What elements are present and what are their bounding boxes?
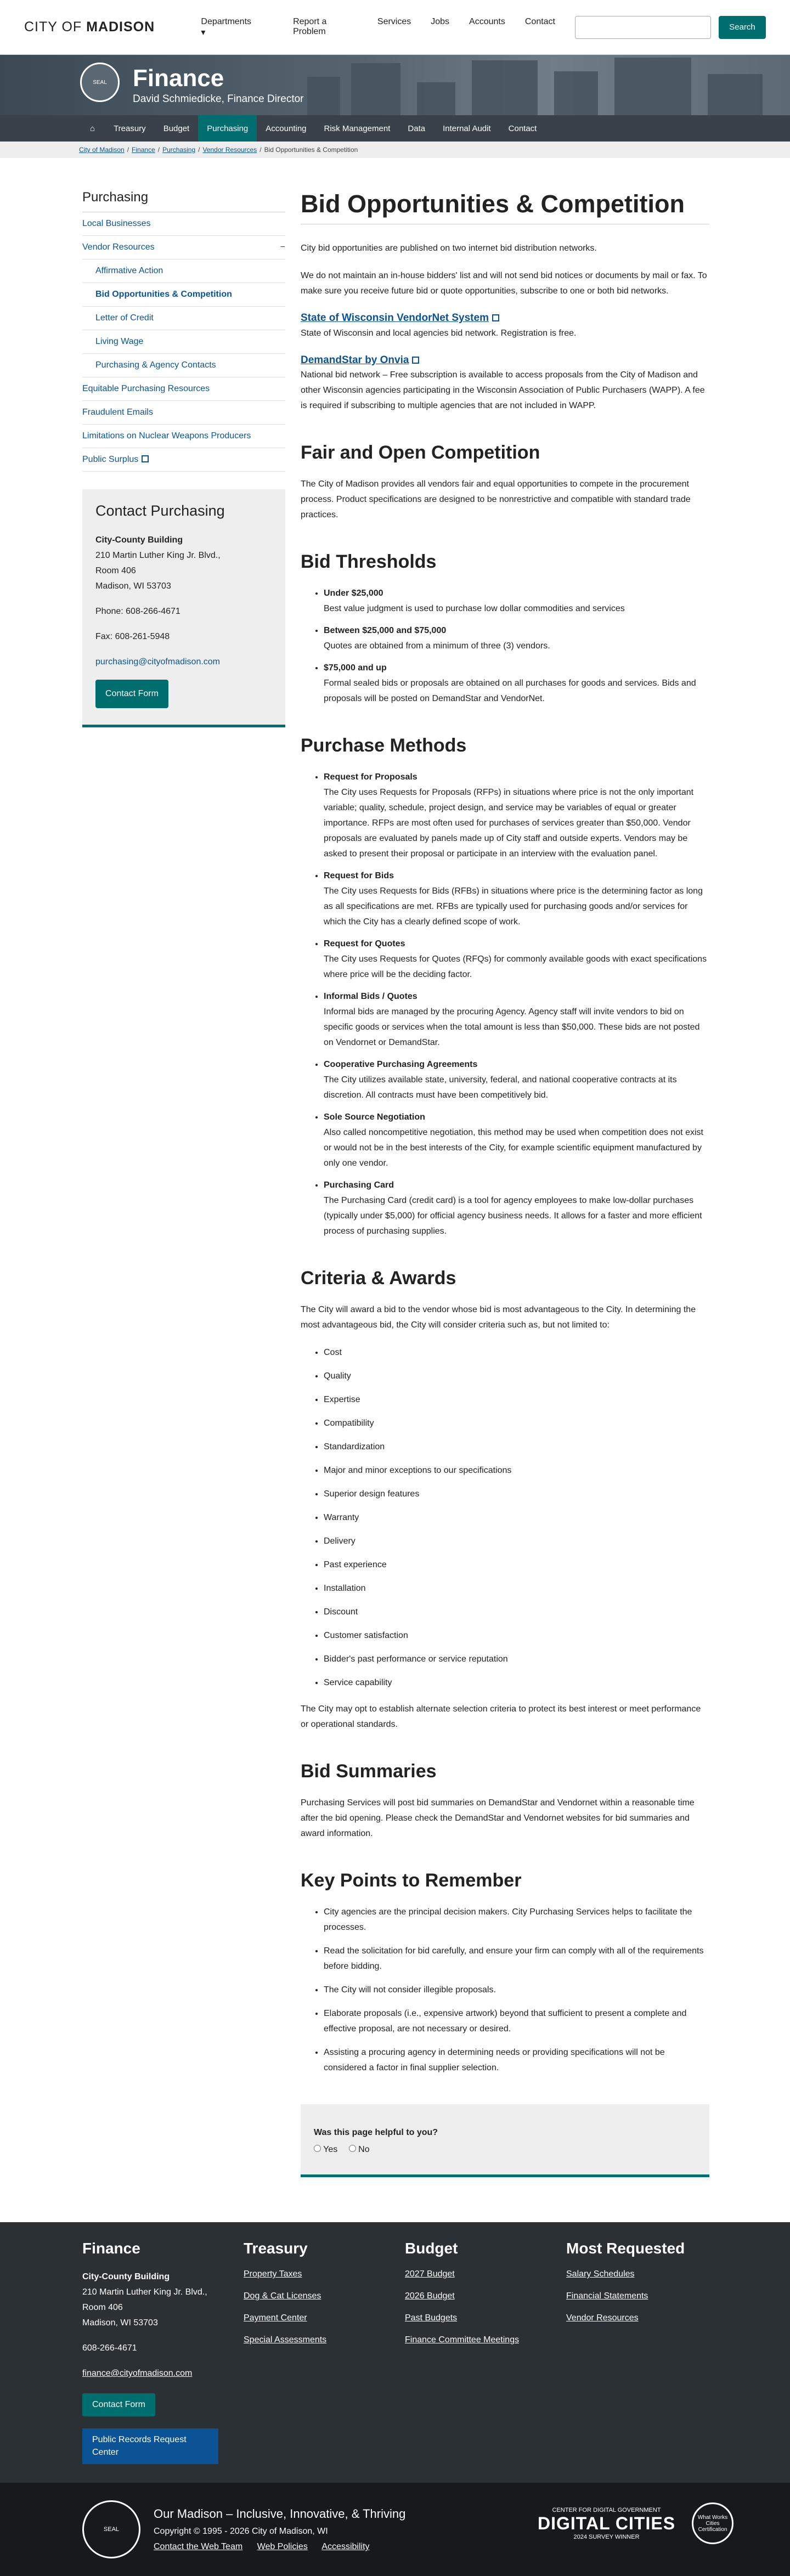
breadcrumb: City of Madison / Finance / Purchasing / Vendor Resources / Bid Opportunities & Competition: [0, 142, 790, 158]
list-item: • Superior design features: [324, 1487, 709, 1502]
sidebar-item-agency-contacts[interactable]: Purchasing & Agency Contacts: [82, 354, 285, 377]
city-seal-icon: SEAL: [82, 2500, 140, 2558]
intro-paragraph: City bid opportunities are published on two internet bid distribution networks.: [301, 244, 597, 253]
heading-purchase-methods: Purchase Methods: [301, 735, 467, 756]
list-item: • $75,000 and up Formal sealed bids or proposals are obtained on all purchases for goods and services. Bids and proposals will be posted on DemandStar and VendorNet.: [324, 660, 709, 707]
demandstar-description: National bid network – Free subscription is available to access proposals from the City of Madison and other Wisconsin agencies participating in the Wisconsin Association of Public Purchasers (WAPP). A fee is required if subscribing to multiple agencies that are not included in WAPP.: [301, 370, 705, 411]
department-title: Finance: [133, 65, 224, 92]
feedback-yes[interactable]: Yes: [314, 2145, 337, 2154]
contact-phone: Phone: 608-266-4671: [95, 607, 180, 616]
list-item: • Read the solicitation for bid carefully, and ensure your firm can comply with all of the requirements before bidding.: [324, 1944, 709, 1974]
list-item: • Standardization: [324, 1439, 709, 1455]
footer-link[interactable]: 2027 Budget: [405, 2269, 455, 2279]
list-item: • Service capability: [324, 1675, 709, 1691]
logo-name-text: MADISON: [86, 19, 155, 35]
vendornet-description: State of Wisconsin and local agencies bid network. Registration is free.: [301, 328, 577, 338]
city-seal-icon: SEAL: [80, 63, 120, 102]
department-director: David Schmiedicke, Finance Director: [133, 93, 304, 105]
deptnav-accounting[interactable]: Accounting: [266, 123, 307, 133]
contact-form-button[interactable]: Contact Form: [95, 680, 168, 708]
deptnav-data[interactable]: Data: [408, 123, 426, 133]
nav-services[interactable]: Services: [377, 16, 411, 26]
footer-email-link[interactable]: finance@cityofmadison.com: [82, 2369, 193, 2379]
list-item: • Purchasing Card The Purchasing Card (credit card) is a tool for agency employees to make low-dollar purchases (typically under $5,000) for official agency business needs. It allows for a faster and more efficient process of purchasing supplies.: [324, 1178, 709, 1239]
footer-most-requested: [566, 2240, 727, 2483]
tagline: Our Madison – Inclusive, Innovative, & Thriving: [154, 2507, 406, 2521]
list-item: • Cost: [324, 1345, 709, 1360]
list-item: • Customer satisfaction: [324, 1628, 709, 1643]
nav-jobs[interactable]: Jobs: [431, 16, 450, 26]
list-item: • Cooperative Purchasing Agreements The City utilizes available state, university, federal, and national cooperative contracts at its discretion. All contracts must have been competitively bid.: [324, 1057, 709, 1103]
sidebar-title: Purchasing: [82, 190, 285, 212]
sidebar-item-local-businesses[interactable]: Local Businesses: [82, 212, 285, 236]
sidebar-item-nuclear-limitations[interactable]: Limitations on Nuclear Weapons Producers: [82, 425, 285, 448]
nav-departments[interactable]: Departments ▾: [201, 16, 252, 37]
footer: [0, 2222, 790, 2483]
contact-email-link[interactable]: purchasing@cityofmadison.com: [95, 657, 221, 666]
list-item: • Under $25,000 Best value judgment is used to purchase low dollar commodities and services: [324, 586, 709, 617]
footer-link[interactable]: Vendor Resources: [566, 2313, 639, 2323]
list-item: • Sole Source Negotiation Also called noncompetitive negotiation, this method may be used when competition does not exist or would not be in the best interests of the City, for example scientific equipment manufactured by only one vendor.: [324, 1110, 709, 1171]
top-nav: [201, 17, 575, 38]
criteria-list: [301, 1345, 709, 1691]
heading-bid-thresholds: Bid Thresholds: [301, 551, 437, 573]
city-logo[interactable]: [24, 19, 201, 35]
sidebar-item-fraudulent-emails[interactable]: Fraudulent Emails: [82, 401, 285, 425]
web-team-link[interactable]: Contact the Web Team: [154, 2542, 243, 2552]
copyright: Copyright © 1995 - 2026 City of Madison, WI: [154, 2527, 328, 2537]
contact-address-line: Room 406: [95, 566, 136, 575]
deptnav-contact[interactable]: Contact: [508, 123, 537, 133]
external-link-icon: [412, 357, 419, 364]
footer-link[interactable]: Dog & Cat Licenses: [244, 2291, 321, 2301]
search-input[interactable]: [575, 16, 711, 39]
list-item: • Elaborate proposals (i.e., expensive artwork) beyond that sufficient to present a complete and effective proposal, are not necessary or desired.: [324, 2006, 709, 2037]
list-item: • Warranty: [324, 1510, 709, 1526]
list-item: • Installation: [324, 1581, 709, 1596]
contact-address-line: Madison, WI 53703: [95, 581, 171, 591]
yes-radio[interactable]: [314, 2145, 321, 2152]
main-content: [301, 190, 709, 2222]
sidebar-item-affirmative-action[interactable]: Affirmative Action: [82, 259, 285, 283]
list-item: • Assisting a procuring agency in determining needs or providing specifications will not be considered a factor in final supplier selection.: [324, 2045, 709, 2076]
search-button[interactable]: Search: [719, 16, 766, 39]
list-item: • Between $25,000 and $75,000 Quotes are obtained from a minimum of three (3) vendors.: [324, 623, 709, 654]
breadcrumb-current: Bid Opportunities & Competition: [264, 146, 358, 154]
deptnav-treasury[interactable]: Treasury: [114, 123, 146, 133]
criteria-outro: The City may opt to establish alternate selection criteria to protect its best interest or meet performance or operational standards.: [301, 1704, 701, 1730]
list-item: • Request for Quotes The City uses Requests for Quotes (RFQs) for commonly available goods with exact specifications where price will be the deciding factor.: [324, 936, 709, 982]
footer-budget: [405, 2240, 566, 2483]
department-nav: [0, 115, 790, 142]
footer-link[interactable]: Financial Statements: [566, 2291, 648, 2301]
top-header: [0, 0, 790, 55]
external-link-icon: [492, 314, 499, 321]
footer-link[interactable]: Past Budgets: [405, 2313, 458, 2323]
list-item: • Quality: [324, 1369, 709, 1384]
sidebar-item-equitable-purchasing[interactable]: Equitable Purchasing Resources: [82, 377, 285, 401]
breadcrumb-vendor-resources[interactable]: Vendor Resources: [202, 146, 257, 154]
footer-heading: Finance: [82, 2240, 140, 2257]
deptnav-risk-management[interactable]: Risk Management: [324, 123, 391, 133]
intro-paragraph: We do not maintain an in-house bidders' list and will not send bid notices or documents by mail or fax. To make sure you receive future bid or quote opportunities, subscribe to one or both bid networks.: [301, 271, 707, 296]
breadcrumb-purchasing[interactable]: Purchasing: [162, 146, 196, 154]
list-item: • Major and minor exceptions to our specifications: [324, 1463, 709, 1478]
footer-heading: Treasury: [244, 2240, 308, 2257]
breadcrumb-city[interactable]: City of Madison: [79, 146, 125, 154]
sidebar-item-bid-opportunities[interactable]: Bid Opportunities & Competition: [82, 283, 285, 307]
accessibility-link[interactable]: Accessibility: [321, 2542, 370, 2552]
feedback-question: Was this page helpful to you?: [314, 2128, 438, 2138]
footer-contact-button[interactable]: Contact Form: [82, 2393, 155, 2416]
footer-link[interactable]: Salary Schedules: [566, 2269, 635, 2279]
bottom-bar: [0, 2483, 790, 2576]
list-item: • Request for Proposals The City uses Requests for Proposals (RFPs) in situations where price is not the only important variable; quality, schedule, project design, and service may be variables of equal or greater importance. RFPs are most often used for purchases of services greater than $50,000. Vendor proposals are evaluated by panels made up of City staff and outside experts. Vendors may be asked to present their proposal or participate in an interview with the evaluation panel.: [324, 770, 709, 862]
what-works-cities-badge: What Works Cities Certification: [692, 2502, 733, 2544]
list-item: • Request for Bids The City uses Requests for Bids (RFBs) in situations where price is the determining factor as long as all specifications are met. RFBs are typically used for purchasing goods and/or services for which the City has a clearly defined scope of work.: [324, 868, 709, 930]
footer-link[interactable]: 2026 Budget: [405, 2291, 455, 2301]
footer-link[interactable]: Payment Center: [244, 2313, 307, 2323]
heading-fair-competition: Fair and Open Competition: [301, 442, 540, 464]
contact-title: Contact Purchasing: [95, 502, 225, 519]
list-item: • City agencies are the principal decision makers. City Purchasing Services helps to facilitate the processes.: [324, 1905, 709, 1935]
sidebar-item-letter-of-credit[interactable]: Letter of Credit: [82, 307, 285, 330]
breadcrumb-finance[interactable]: Finance: [132, 146, 155, 154]
deptnav-budget[interactable]: Budget: [163, 123, 190, 133]
contact-fax: Fax: 608-261-5948: [95, 632, 170, 641]
footer-link[interactable]: Finance Committee Meetings: [405, 2335, 520, 2345]
contact-address-line: 210 Martin Luther King Jr. Blvd.,: [95, 551, 221, 560]
home-icon[interactable]: ⌂: [90, 123, 95, 133]
public-records-button[interactable]: Public Records Request Center: [82, 2428, 218, 2464]
page-title: Bid Opportunities & Competition: [301, 190, 709, 224]
demandstar-link[interactable]: DemandStar by Onvia: [301, 354, 409, 366]
fair-paragraph: The City of Madison provides all vendors fair and equal opportunities to compete in the procurement process. Product specifications are designed to be nonrestrictive and compatible with standard trade practices.: [301, 479, 691, 520]
list-item: • Compatibility: [324, 1416, 709, 1431]
list-item: • Past experience: [324, 1557, 709, 1573]
deptnav-purchasing[interactable]: Purchasing: [198, 115, 257, 142]
heading-criteria-awards: Criteria & Awards: [301, 1268, 456, 1289]
footer-finance: Finance City-County Building 210 Martin Luther King Jr. Blvd., Room 406 Madison, WI 53703 608-266-4671 finance@cityofmadison.com Contact Form Public Records Request Center: [82, 2240, 244, 2483]
search-bar: [575, 16, 766, 39]
methods-list: [301, 770, 709, 1239]
sidebar: [82, 190, 285, 2222]
footer-heading: Most Requested: [566, 2240, 685, 2257]
collapse-icon[interactable]: −: [280, 242, 285, 252]
heading-bid-summaries: Bid Summaries: [301, 1761, 437, 1782]
external-link-icon: [142, 455, 149, 462]
web-policies-link[interactable]: Web Policies: [257, 2542, 308, 2552]
nav-accounts[interactable]: Accounts: [469, 16, 505, 26]
nav-report-problem[interactable]: Report a Problem: [293, 16, 327, 36]
no-radio[interactable]: [349, 2145, 356, 2152]
list-item: • Delivery: [324, 1534, 709, 1549]
vendornet-link[interactable]: State of Wisconsin VendorNet System: [301, 312, 489, 324]
list-item: • Discount: [324, 1605, 709, 1620]
footer-heading: Budget: [405, 2240, 458, 2257]
sidebar-item-vendor-resources[interactable]: Vendor Resources −: [82, 236, 285, 259]
feedback-no[interactable]: No: [349, 2145, 370, 2154]
footer-phone: 608-266-4671: [82, 2343, 137, 2353]
thresholds-list: [301, 586, 709, 707]
summaries-paragraph: Purchasing Services will post bid summaries on DemandStar and Vendornet within a reasonable time after the bid opening. Please check the DemandStar and Vendornet websites for bid summaries and award information.: [301, 1798, 695, 1839]
contact-building: City-County Building: [95, 535, 183, 545]
feedback-box: [301, 2104, 709, 2177]
sidebar-item-living-wage[interactable]: Living Wage: [82, 330, 285, 354]
key-points-list: [301, 1905, 709, 2076]
criteria-intro: The City will award a bid to the vendor whose bid is most advantageous to the City. In determining the most advantageous bid, the City will consider criteria such as, but not limited to:: [301, 1305, 696, 1330]
footer-link[interactable]: Property Taxes: [244, 2269, 302, 2279]
list-item: • Informal Bids / Quotes Informal bids are managed by the procuring Agency. Agency staff will invite vendors to bid on specific goods or services when the total amount is less than $50,000. These bids are not posted on Vendornet or DemandStar.: [324, 989, 709, 1050]
deptnav-internal-audit[interactable]: Internal Audit: [443, 123, 491, 133]
heading-key-points: Key Points to Remember: [301, 1870, 522, 1891]
list-item: • Expertise: [324, 1392, 709, 1408]
sidebar-item-public-surplus[interactable]: Public Surplus: [82, 448, 285, 472]
footer-link[interactable]: Special Assessments: [244, 2335, 327, 2345]
list-item: • Bidder's past performance or service reputation: [324, 1652, 709, 1667]
nav-contact[interactable]: Contact: [524, 16, 555, 26]
department-banner: [0, 55, 790, 115]
digital-cities-badge: CENTER FOR DIGITAL GOVERNMENT DIGITAL CITIES 2024 SURVEY WINNER: [538, 2506, 676, 2540]
contact-box: [82, 489, 285, 727]
list-item: • The City will not consider illegible proposals.: [324, 1982, 709, 1998]
footer-treasury: [244, 2240, 405, 2483]
logo-city-text: CITY OF: [24, 19, 82, 35]
